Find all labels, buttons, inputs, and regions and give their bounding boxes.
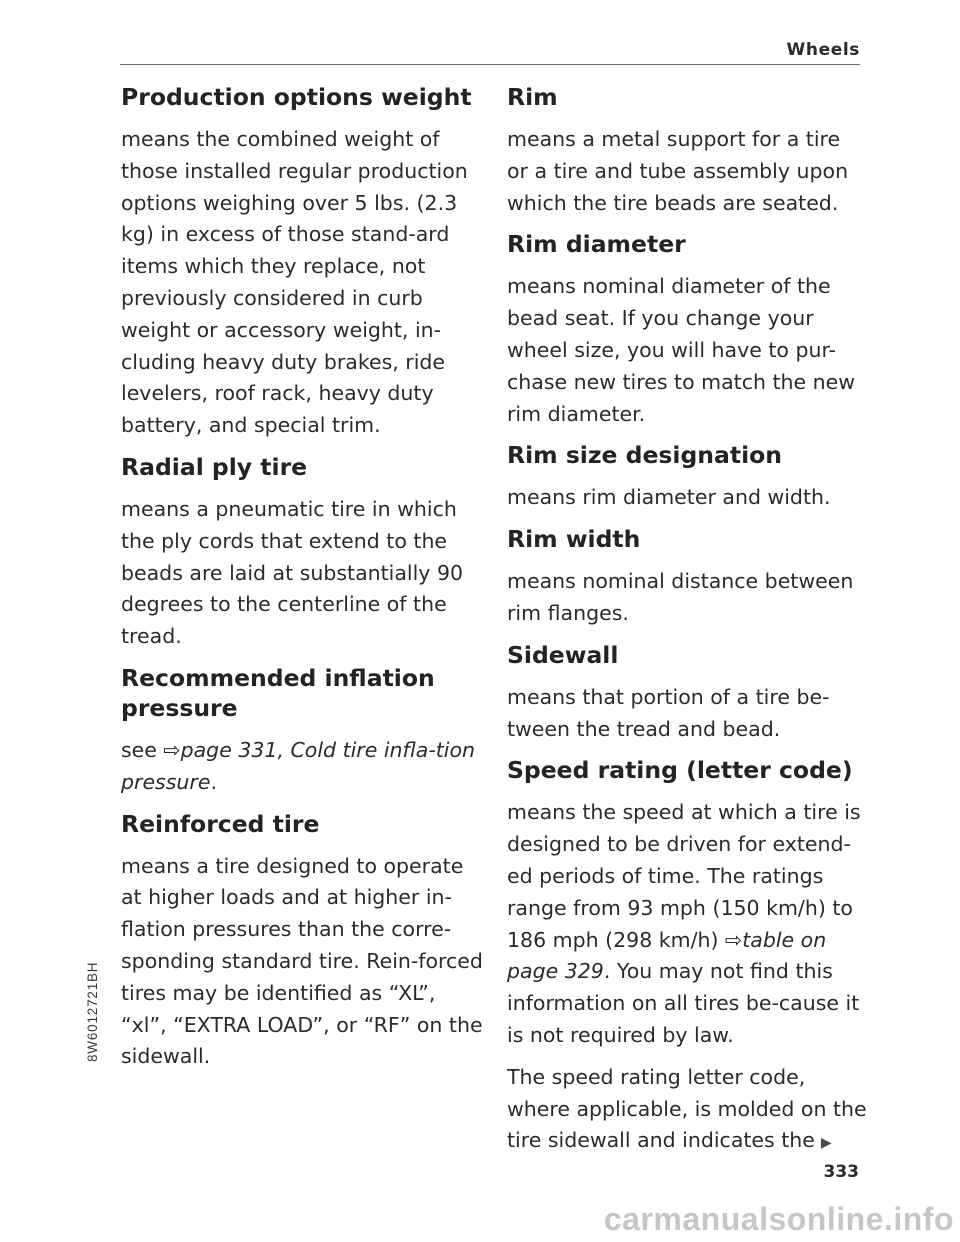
- term-heading: Radial ply tire: [121, 452, 308, 481]
- document-code: 8W6012721BH: [85, 961, 100, 1062]
- cross-reference-arrow-icon: ⇨: [163, 737, 181, 762]
- cross-reference-link[interactable]: page 331, Cold tire infla-tion pressure: [121, 737, 476, 794]
- term-heading: Rim diameter: [507, 230, 686, 259]
- entry-reinforced-tire: [121, 809, 486, 1074]
- term-heading: Rim: [507, 83, 558, 111]
- header-divider: [120, 64, 860, 65]
- term-heading: Rim width: [507, 525, 641, 554]
- term-heading: Speed rating (letter code): [507, 756, 853, 785]
- term-definition: means a pneumatic tire in which the ply cords that extend to the beads are laid at substantially 90 degrees to the centerline of the tread.: [121, 496, 464, 649]
- page-number: 333: [823, 1162, 859, 1182]
- term-definition: means a tire designed to operate at higher loads and at higher in-flation pressures than the corre-sponding standard tire. Rein-forced tires may be identified as “XL”, “xl”, “EXTRA LOAD”, or “RF” on the sidewall.: [121, 853, 483, 1069]
- definition-text: . You may not find this information on all tires be-cause it is not required by law.: [507, 959, 860, 1047]
- term-heading: Rim size designation: [507, 441, 783, 470]
- entry-rim-size-designation: [507, 440, 867, 514]
- term-definition: means rim diameter and width.: [507, 485, 831, 510]
- section-title: Wheels: [786, 40, 860, 60]
- body-text: The speed rating letter code, where applicable, is molded on the tire sidewall and indicates the: [507, 1064, 867, 1153]
- speed-rating-paragraph: [507, 1062, 867, 1160]
- term-definition: means a metal support for a tire or a tire and tube assembly upon which the tire beads are seated.: [507, 127, 849, 215]
- entry-speed-rating: [507, 755, 867, 1051]
- term-definition: means nominal distance between rim flanges.: [507, 569, 854, 625]
- entry-rim-diameter: [507, 229, 867, 430]
- term-heading: Recommended inflation pressure: [121, 663, 435, 722]
- continue-arrow-icon: ▶: [820, 1135, 832, 1152]
- term-definition: means that portion of a tire be-tween the tread and bead.: [507, 684, 830, 741]
- paragraph-text: [507, 1062, 867, 1160]
- watermark-logo: carmanualsonline.info: [603, 1201, 954, 1237]
- cross-reference-link[interactable]: table on page 329: [507, 927, 827, 984]
- entry-sidewall: [507, 640, 867, 746]
- entry-rim: [507, 82, 867, 219]
- term-definition: means the combined weight of those installed regular production options weighing over 5 lbs. (2.3 kg) in excess of those stand-ard items which they replace, not previously considered in curb weight or accessory weight, in-cluding heavy duty brakes, ride levelers, roof rack, heavy duty battery, and special trim.: [121, 127, 468, 438]
- term-definition: [507, 797, 867, 1051]
- definition-text: .: [210, 769, 217, 794]
- entry-rim-width: [507, 524, 867, 630]
- term-definition: [121, 735, 486, 799]
- definition-text: see: [121, 737, 164, 762]
- term-definition: means nominal diameter of the bead seat. If you change your wheel size, you will have to pur-chase new tires to match the new rim diameter.: [507, 274, 856, 426]
- term-heading: Reinforced tire: [121, 809, 320, 838]
- right-column: [507, 82, 867, 1170]
- term-heading: Production options weight: [121, 83, 472, 111]
- entry-production-options-weight: [121, 82, 486, 442]
- left-column: [121, 82, 486, 1083]
- entry-recommended-inflation-pressure: [121, 663, 486, 799]
- term-heading: Sidewall: [507, 640, 619, 669]
- entry-radial-ply-tire: [121, 452, 486, 653]
- cross-reference-arrow-icon: ⇨: [725, 927, 743, 952]
- definition-text: means the speed at which a tire is designed to be driven for extend-ed periods of time. The ratings range from 93 mph (150 km/h) to 186 mph (298 km/h): [507, 800, 861, 952]
